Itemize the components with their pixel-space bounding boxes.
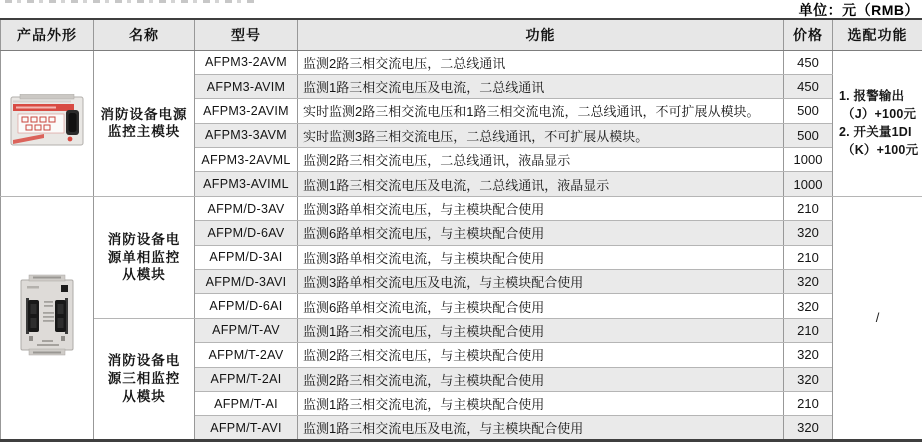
product-name-single-phase-slave: 消防设备电 源单相监控 从模块 (94, 196, 195, 318)
model-cell: AFPM3-3AVM (195, 123, 298, 147)
header-price: 价格 (784, 19, 833, 50)
function-cell: 监测1路三相交流电流，与主模块配合使用 (298, 391, 784, 415)
price-cell: 210 (784, 196, 833, 220)
price-cell: 320 (784, 367, 833, 391)
main-module-photo (10, 94, 84, 148)
header-row (1, 19, 922, 50)
function-cell: 监测2路三相交流电压，二总线通讯，液晶显示 (298, 148, 784, 172)
header-function: 功能 (298, 19, 784, 50)
model-cell: AFPM/D-3AI (195, 245, 298, 269)
function-cell: 监测6路单相交流电压，与主模块配合使用 (298, 221, 784, 245)
price-cell: 320 (784, 416, 833, 440)
optional-functions-main: 1. 报警输出 （J）+100元 2. 开关量1DI （K）+100元 (833, 50, 922, 196)
model-cell: AFPM3-AVIML (195, 172, 298, 196)
model-cell: AFPM/T-2AV (195, 343, 298, 367)
model-cell: AFPM/D-6AV (195, 221, 298, 245)
function-cell: 监测3路单相交流电压及电流，与主模块配合使用 (298, 270, 784, 294)
header-model: 型号 (195, 19, 298, 50)
price-cell: 1000 (784, 148, 833, 172)
function-cell: 监测3路单相交流电压，与主模块配合使用 (298, 196, 784, 220)
price-cell: 450 (784, 50, 833, 74)
table-row (1, 318, 922, 342)
function-cell: 实时监测2路三相交流电压和1路三相交流电流，二总线通讯，不可扩展从模块。 (298, 99, 784, 123)
product-name-three-phase-slave: 消防设备电 源三相监控 从模块 (94, 318, 195, 440)
function-cell: 监测2路三相交流电流，与主模块配合使用 (298, 367, 784, 391)
header-appearance: 产品外形 (1, 19, 94, 50)
model-cell: AFPM/T-AVI (195, 416, 298, 440)
price-cell: 210 (784, 318, 833, 342)
price-cell: 320 (784, 221, 833, 245)
model-cell: AFPM/T-AI (195, 391, 298, 415)
function-cell: 监测1路三相交流电压及电流，与主模块配合使用 (298, 416, 784, 440)
price-cell: 320 (784, 270, 833, 294)
header-name: 名称 (94, 19, 195, 50)
price-cell: 500 (784, 123, 833, 147)
function-cell: 监测1路三相交流电压，与主模块配合使用 (298, 318, 784, 342)
table-row (1, 50, 922, 74)
optional-functions-slave: / (833, 196, 922, 440)
price-cell: 210 (784, 245, 833, 269)
unit-label: 单位：元（RMB） (798, 2, 919, 18)
function-cell: 监测1路三相交流电压及电流，二总线通讯 (298, 74, 784, 98)
model-cell: AFPM/T-2AI (195, 367, 298, 391)
price-cell: 320 (784, 294, 833, 318)
product-photo-slave (1, 196, 94, 440)
model-cell: AFPM3-2AVM (195, 50, 298, 74)
price-cell: 450 (784, 74, 833, 98)
price-cell: 210 (784, 391, 833, 415)
function-cell: 监测1路三相交流电压及电流，二总线通讯，液晶显示 (298, 172, 784, 196)
product-price-table (0, 18, 922, 442)
header-optional: 选配功能 (833, 19, 922, 50)
slave-module-photo (17, 274, 77, 356)
function-cell: 实时监测3路三相交流电压，二总线通讯，不可扩展从模块。 (298, 123, 784, 147)
function-cell: 监测2路三相交流电压，与主模块配合使用 (298, 343, 784, 367)
model-cell: AFPM/D-3AV (195, 196, 298, 220)
model-cell: AFPM3-2AVIM (195, 99, 298, 123)
function-cell: 监测6路单相交流电流，与主模块配合使用 (298, 294, 784, 318)
model-cell: AFPM/D-6AI (195, 294, 298, 318)
price-cell: 500 (784, 99, 833, 123)
model-cell: AFPM3-2AVML (195, 148, 298, 172)
table-row (1, 196, 922, 220)
cropped-text-remnant (5, 0, 255, 3)
function-cell: 监测3路单相交流电流，与主模块配合使用 (298, 245, 784, 269)
function-cell: 监测2路三相交流电压，二总线通讯 (298, 50, 784, 74)
model-cell: AFPM/T-AV (195, 318, 298, 342)
price-cell: 320 (784, 343, 833, 367)
product-photo-main (1, 50, 94, 196)
price-cell: 1000 (784, 172, 833, 196)
model-cell: AFPM/D-3AVI (195, 270, 298, 294)
product-name-main-module: 消防设备电源 监控主模块 (94, 50, 195, 196)
model-cell: AFPM3-AVIM (195, 74, 298, 98)
